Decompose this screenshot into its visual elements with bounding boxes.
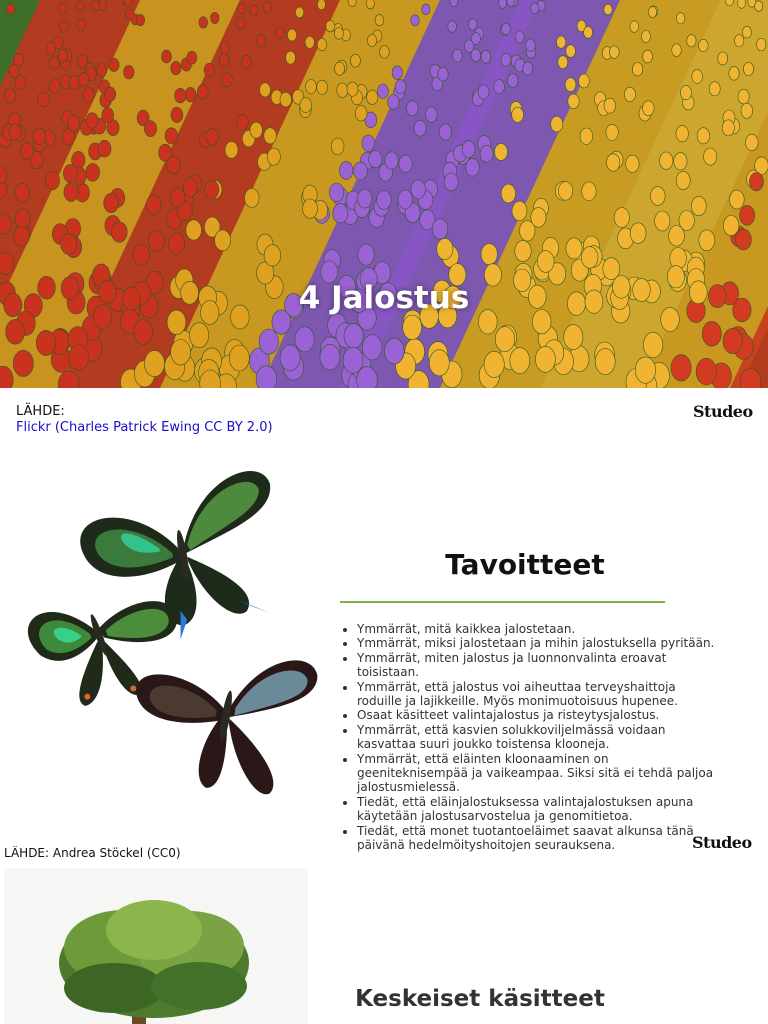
tree-image bbox=[4, 868, 308, 1024]
title-underline bbox=[340, 601, 665, 603]
goal-item: • Ymmärrät, mitä kaikkea jalostetaan. bbox=[357, 622, 717, 636]
goal-item: • Tiedät, että eläinjalostuksessa valintajalostuksen apuna käytetään jalostusarvostelua ja genomitietoa. bbox=[357, 795, 717, 824]
hero-tulip-photo bbox=[0, 0, 768, 388]
goals-title: Tavoitteet bbox=[445, 548, 605, 581]
butterflies-illustration bbox=[10, 470, 320, 815]
goal-item: • Ymmärrät, että jalostus voi aiheuttaa terveyshaittoja roduille ja lajikkeille. Myös monimuotoisuus hupenee. bbox=[357, 680, 717, 709]
goal-item: • Tiedät, että monet tuotantoeläimet saavat alkunsa tänä päivänä hedelmöityshoitojen seurauksena. bbox=[357, 824, 717, 853]
tulip-field-image bbox=[0, 0, 768, 388]
goal-item: • Ymmärrät, että eläinten kloonaaminen on geeniteknisempää ja vaikeampaa. Siksi sitä ei tehdä paljoa jalostusmielessä. bbox=[357, 752, 717, 795]
slide-title: 4 Jalostus bbox=[298, 280, 470, 316]
image-source: LÄHDE: Andrea Stöckel (CC0) bbox=[4, 846, 181, 860]
source-label: LÄHDE: bbox=[16, 404, 65, 419]
goal-item: • Ymmärrät, miksi jalostetaan ja mihin jalostuksella pyritään. bbox=[357, 636, 717, 650]
goal-item: • Osaat käsitteet valintajalostus ja risteytysjalostus. bbox=[357, 708, 717, 722]
goal-item: • Ymmärrät, että kasvien solukkoviljelmässä voidaan kasvattaa suuri joukko toistensa klooneja. bbox=[357, 723, 717, 752]
image-source bbox=[16, 404, 273, 434]
studeo-logo: Studeo bbox=[692, 833, 752, 852]
goal-item: • Ymmärrät, miten jalostus ja luonnonvalinta eroavat toisistaan. bbox=[357, 651, 717, 680]
tree-illustration bbox=[4, 868, 308, 1024]
source-link[interactable]: Flickr (Charles Patrick Ewing CC BY 2.0) bbox=[16, 420, 273, 434]
goals-list bbox=[340, 622, 717, 864]
concepts-title: Keskeiset käsitteet bbox=[355, 986, 605, 1012]
studeo-logo: Studeo bbox=[693, 402, 753, 421]
